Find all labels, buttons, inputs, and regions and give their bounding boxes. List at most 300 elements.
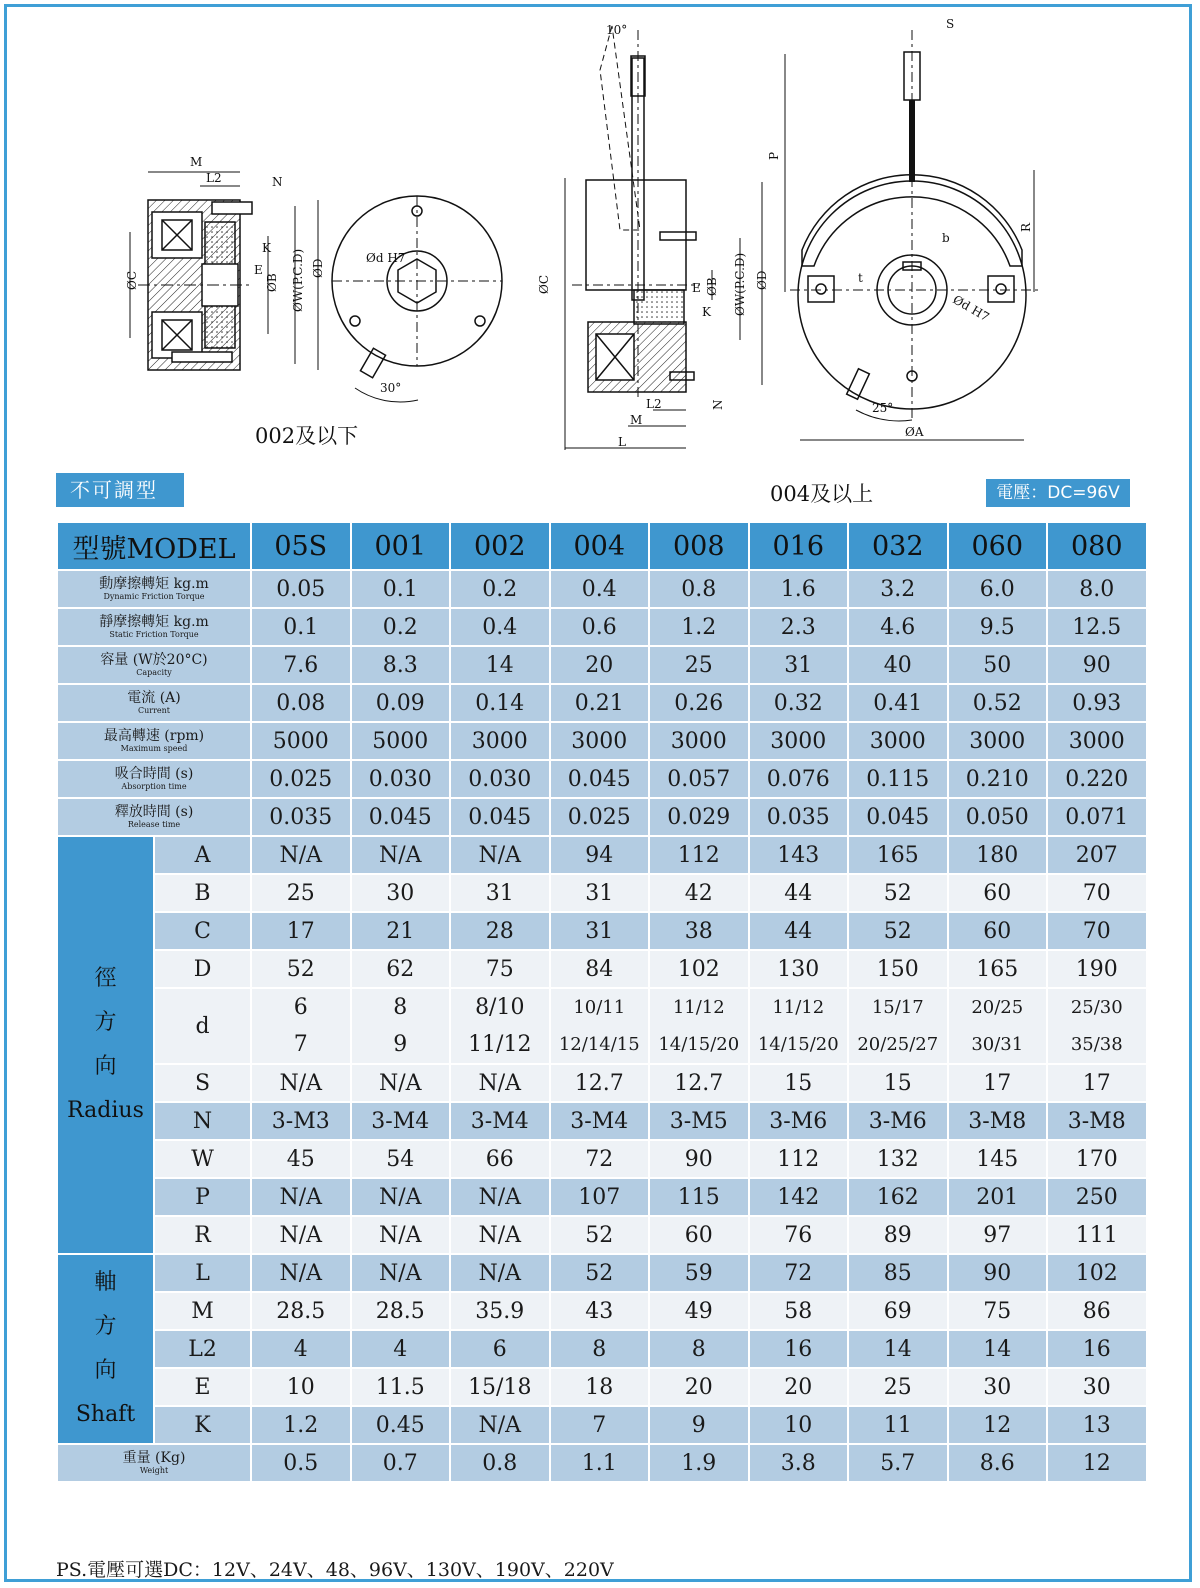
value-cell: N/A	[251, 1064, 351, 1102]
value-cell: 8.0	[1047, 570, 1147, 608]
value-cell: 20	[749, 1368, 849, 1406]
value-cell: 3000	[948, 722, 1048, 760]
value-cell: 50	[948, 646, 1048, 684]
radius-row	[57, 912, 1147, 950]
value-cell: 90	[948, 1254, 1048, 1292]
property-label-zh: 釋放時間 (s)	[114, 804, 194, 820]
value-cell: 0.030	[450, 760, 550, 798]
value-cell: 130	[749, 950, 849, 988]
value-cell: 4	[351, 1330, 451, 1368]
value-cell: 0.1	[251, 608, 351, 646]
value-cell: 28.5	[351, 1292, 451, 1330]
value-cell: 10	[251, 1368, 351, 1406]
dimension-key: E	[154, 1368, 251, 1406]
value-cell: 85	[848, 1254, 948, 1292]
value-cell: 12	[948, 1406, 1048, 1444]
value-cell: N/A	[450, 1254, 550, 1292]
shaft-group-en: Shaft	[75, 1402, 136, 1427]
bore-option-bottom: 9	[393, 1032, 408, 1057]
value-cell: 3-M8	[1047, 1102, 1147, 1140]
svg-text:ØW(P.C.D): ØW(P.C.D)	[733, 252, 747, 316]
value-cell: 44	[749, 874, 849, 912]
value-cell: 3000	[550, 722, 650, 760]
property-row	[57, 646, 1147, 684]
property-label-zh: 動摩擦轉矩 kg.m	[99, 576, 209, 592]
value-cell: 1.6	[749, 570, 849, 608]
value-cell: 25	[251, 874, 351, 912]
value-cell: 30	[948, 1368, 1048, 1406]
svg-text:Ød H7: Ød H7	[366, 251, 406, 265]
value-cell: 0.2	[351, 608, 451, 646]
large-brake-section-view	[565, 26, 762, 450]
value-cell: 9.5	[948, 608, 1048, 646]
value-cell: 12.7	[649, 1064, 749, 1102]
svg-text:L2: L2	[206, 171, 222, 185]
bore-option-bottom: 20/25/27	[857, 1034, 939, 1055]
value-cell: 31	[550, 912, 650, 950]
value-cell: 90	[649, 1140, 749, 1178]
value-cell: 112	[749, 1140, 849, 1178]
value-cell: 7.6	[251, 646, 351, 684]
value-cell: 0.5	[251, 1444, 351, 1482]
value-cell: 31	[450, 874, 550, 912]
value-cell: 30	[351, 874, 451, 912]
value-cell: 59	[649, 1254, 749, 1292]
value-cell: 58	[749, 1292, 849, 1330]
value-cell: 3000	[1047, 722, 1147, 760]
property-label-en: Capacity	[136, 668, 172, 677]
bore-option-bottom: 12/14/15	[558, 1034, 640, 1055]
value-cell: N/A	[251, 1216, 351, 1254]
dimension-key: L2	[154, 1330, 251, 1368]
value-cell: 6	[450, 1330, 550, 1368]
value-cell: 9	[649, 1406, 749, 1444]
radius-group-en: Radius	[67, 1098, 144, 1123]
value-cell: 54	[351, 1140, 451, 1178]
property-label-en: Dynamic Friction Torque	[103, 592, 205, 601]
value-cell: 52	[251, 950, 351, 988]
value-cell: 4	[251, 1330, 351, 1368]
value-cell: 20	[550, 646, 650, 684]
value-cell: 11.5	[351, 1368, 451, 1406]
bore-option-top: 8/10	[475, 995, 525, 1020]
svg-text:t: t	[858, 271, 863, 285]
svg-text:E: E	[254, 263, 263, 277]
value-cell: 0.045	[848, 798, 948, 836]
value-cell: 86	[1047, 1292, 1147, 1330]
value-cell: 12	[1047, 1444, 1147, 1482]
value-cell: 1.2	[649, 608, 749, 646]
value-cell: 44	[749, 912, 849, 950]
property-label-en: Maximum speed	[120, 744, 188, 753]
value-cell: 112	[649, 836, 749, 874]
svg-text:S: S	[946, 17, 955, 31]
model-header: 型號MODEL	[57, 522, 251, 570]
value-cell: 76	[749, 1216, 849, 1254]
value-cell: 1.2	[251, 1406, 351, 1444]
radius-row	[57, 874, 1147, 912]
property-row	[57, 798, 1147, 836]
value-cell: 0.52	[948, 684, 1048, 722]
value-cell: 28	[450, 912, 550, 950]
value-cell: 62	[351, 950, 451, 988]
value-cell: N/A	[351, 1254, 451, 1292]
value-cell: 3-M6	[848, 1102, 948, 1140]
value-cell: 15	[848, 1064, 948, 1102]
value-cell: 11	[848, 1406, 948, 1444]
voltage-tag: 電壓：DC=96V	[986, 479, 1130, 507]
value-cell: 0.057	[649, 760, 749, 798]
bore-option-top: 10/11	[573, 997, 626, 1018]
value-cell: 5000	[351, 722, 451, 760]
shaft-row	[57, 1368, 1147, 1406]
bore-option-bottom: 11/12	[468, 1032, 532, 1057]
value-cell: 3000	[848, 722, 948, 760]
value-cell: 207	[1047, 836, 1147, 874]
bore-options-cell	[649, 988, 749, 1064]
svg-text:b: b	[942, 231, 950, 245]
value-cell: 102	[1047, 1254, 1147, 1292]
footnote: PS.電壓可選DC：12V、24V、48、96V、130V、190V、220V	[56, 1559, 614, 1581]
value-cell: 0.14	[450, 684, 550, 722]
svg-text:M: M	[630, 413, 643, 427]
svg-text:N: N	[711, 399, 725, 410]
value-cell: 72	[749, 1254, 849, 1292]
value-cell: 18	[550, 1368, 650, 1406]
value-cell: 28.5	[251, 1292, 351, 1330]
value-cell: 3-M6	[749, 1102, 849, 1140]
value-cell: N/A	[450, 1406, 550, 1444]
property-label-zh: 容量 (W於20°C)	[100, 652, 208, 668]
dimension-key: A	[154, 836, 251, 874]
large-brake-front-view	[785, 30, 1040, 440]
radius-row	[57, 1140, 1147, 1178]
value-cell: 0.21	[550, 684, 650, 722]
value-cell: 3-M8	[948, 1102, 1048, 1140]
bore-options-cell	[251, 988, 351, 1064]
value-cell: 3000	[450, 722, 550, 760]
value-cell: 3-M4	[550, 1102, 650, 1140]
value-cell: 0.035	[251, 798, 351, 836]
svg-text:ØA: ØA	[905, 425, 924, 439]
property-label-en: Release time	[127, 820, 181, 829]
dimension-key: M	[154, 1292, 251, 1330]
bore-options-cell	[749, 988, 849, 1064]
svg-text:L2: L2	[646, 397, 662, 411]
value-cell: 0.8	[649, 570, 749, 608]
small-brake-section-view	[130, 172, 318, 370]
value-cell: 90	[1047, 646, 1147, 684]
svg-text:K: K	[262, 241, 271, 255]
value-cell: 8.6	[948, 1444, 1048, 1482]
value-cell: 52	[848, 874, 948, 912]
value-cell: 8	[550, 1330, 650, 1368]
bore-option-bottom: 7	[293, 1032, 308, 1057]
model-032: 032	[848, 522, 948, 570]
value-cell: 38	[649, 912, 749, 950]
model-002: 002	[450, 522, 550, 570]
value-cell: 3-M3	[251, 1102, 351, 1140]
property-row	[57, 684, 1147, 722]
value-cell: 0.1	[351, 570, 451, 608]
value-cell: 0.050	[948, 798, 1048, 836]
value-cell: 14	[948, 1330, 1048, 1368]
value-cell: 14	[450, 646, 550, 684]
svg-text:ØD: ØD	[311, 258, 325, 278]
bore-option-bottom: 30/31	[971, 1034, 1024, 1055]
value-cell: 145	[948, 1140, 1048, 1178]
svg-text:ØC: ØC	[537, 274, 551, 294]
property-label-zh: 吸合時間 (s)	[114, 766, 194, 782]
property-label-en: Absorption time	[121, 782, 187, 791]
property-label	[57, 646, 251, 684]
dimension-key: C	[154, 912, 251, 950]
svg-text:M: M	[190, 155, 203, 169]
value-cell: 42	[649, 874, 749, 912]
value-cell: 0.8	[450, 1444, 550, 1482]
value-cell: 30	[1047, 1368, 1147, 1406]
value-cell: 1.9	[649, 1444, 749, 1482]
shaft-row	[57, 1406, 1147, 1444]
shaft-row	[57, 1330, 1147, 1368]
svg-text:Ød H7: Ød H7	[950, 292, 992, 325]
value-cell: 60	[948, 874, 1048, 912]
radius-row	[57, 988, 1147, 1064]
value-cell: 21	[351, 912, 451, 950]
weight-label	[57, 1444, 251, 1482]
property-label	[57, 760, 251, 798]
value-cell: 0.045	[450, 798, 550, 836]
value-cell: 52	[848, 912, 948, 950]
value-cell: 16	[1047, 1330, 1147, 1368]
value-cell: 60	[649, 1216, 749, 1254]
value-cell: 16	[749, 1330, 849, 1368]
value-cell: N/A	[251, 1178, 351, 1216]
value-cell: 170	[1047, 1140, 1147, 1178]
value-cell: 40	[848, 646, 948, 684]
value-cell: 0.4	[450, 608, 550, 646]
value-cell: 25	[649, 646, 749, 684]
radius-row	[57, 1216, 1147, 1254]
bore-option-top: 8	[393, 995, 408, 1020]
value-cell: 107	[550, 1178, 650, 1216]
value-cell: 97	[948, 1216, 1048, 1254]
svg-text:10°: 10°	[606, 23, 628, 37]
value-cell: 180	[948, 836, 1048, 874]
value-cell: 31	[550, 874, 650, 912]
right-caption: 004及以上	[770, 482, 874, 506]
value-cell: 12.7	[550, 1064, 650, 1102]
value-cell: 2.3	[749, 608, 849, 646]
value-cell: 25	[848, 1368, 948, 1406]
bore-option-bottom: 14/15/20	[757, 1034, 839, 1055]
property-row	[57, 722, 1147, 760]
svg-text:K: K	[702, 305, 711, 319]
svg-text:P: P	[767, 151, 781, 160]
svg-text:L: L	[618, 435, 626, 449]
dimension-key: R	[154, 1216, 251, 1254]
value-cell: N/A	[450, 1216, 550, 1254]
value-cell: 150	[848, 950, 948, 988]
technical-drawings	[0, 0, 1200, 470]
model-05S: 05S	[251, 522, 351, 570]
type-tag: 不可調型	[56, 473, 184, 507]
radius-row	[57, 1178, 1147, 1216]
value-cell: 3.8	[749, 1444, 849, 1482]
value-cell: 0.93	[1047, 684, 1147, 722]
model-016: 016	[749, 522, 849, 570]
svg-text:E: E	[692, 281, 701, 295]
bore-option-top: 6	[293, 995, 308, 1020]
value-cell: N/A	[450, 836, 550, 874]
value-cell: N/A	[351, 1216, 451, 1254]
value-cell: 0.045	[351, 798, 451, 836]
value-cell: 0.076	[749, 760, 849, 798]
value-cell: 52	[550, 1216, 650, 1254]
value-cell: 17	[948, 1064, 1048, 1102]
value-cell: 5000	[251, 722, 351, 760]
bore-option-top: 25/30	[1070, 997, 1123, 1018]
value-cell: 15/18	[450, 1368, 550, 1406]
value-cell: 190	[1047, 950, 1147, 988]
shaft-row	[57, 1254, 1147, 1292]
value-cell: 0.210	[948, 760, 1048, 798]
value-cell: 5.7	[848, 1444, 948, 1482]
dimension-key: K	[154, 1406, 251, 1444]
value-cell: 17	[251, 912, 351, 950]
model-060: 060	[948, 522, 1048, 570]
value-cell: N/A	[251, 836, 351, 874]
value-cell: 69	[848, 1292, 948, 1330]
radius-row	[57, 1102, 1147, 1140]
value-cell: N/A	[351, 1178, 451, 1216]
svg-text:ØB: ØB	[265, 273, 279, 292]
svg-text:ØB: ØB	[705, 277, 719, 296]
value-cell: 111	[1047, 1216, 1147, 1254]
value-cell: 3.2	[848, 570, 948, 608]
value-cell: 0.08	[251, 684, 351, 722]
value-cell: 75	[450, 950, 550, 988]
bore-options-cell	[550, 988, 650, 1064]
property-label	[57, 722, 251, 760]
value-cell: 102	[649, 950, 749, 988]
svg-text:ØD: ØD	[755, 270, 769, 290]
shaft-row	[57, 1292, 1147, 1330]
svg-text:N: N	[272, 175, 283, 189]
value-cell: N/A	[351, 1064, 451, 1102]
value-cell: 3000	[749, 722, 849, 760]
value-cell: 3-M5	[649, 1102, 749, 1140]
value-cell: 162	[848, 1178, 948, 1216]
value-cell: 0.071	[1047, 798, 1147, 836]
bore-option-top: 20/25	[971, 997, 1024, 1018]
radius-row	[57, 1064, 1147, 1102]
value-cell: 0.2	[450, 570, 550, 608]
model-008: 008	[649, 522, 749, 570]
dimension-key: d	[154, 988, 251, 1064]
property-label	[57, 570, 251, 608]
value-cell: 89	[848, 1216, 948, 1254]
value-cell: 7	[550, 1406, 650, 1444]
dimension-key: P	[154, 1178, 251, 1216]
value-cell: 17	[1047, 1064, 1147, 1102]
bore-option-top: 11/12	[672, 997, 725, 1018]
dimension-key: S	[154, 1064, 251, 1102]
value-cell: 66	[450, 1140, 550, 1178]
dimension-key: N	[154, 1102, 251, 1140]
property-label-zh: 電流 (A)	[127, 690, 181, 706]
bore-option-top: 11/12	[772, 997, 825, 1018]
value-cell: 0.32	[749, 684, 849, 722]
value-cell: 165	[948, 950, 1048, 988]
value-cell: 0.6	[550, 608, 650, 646]
weight-label-en: Weight	[139, 1466, 169, 1475]
bore-options-cell	[848, 988, 948, 1064]
property-label-zh: 靜摩擦轉矩 kg.m	[99, 614, 209, 630]
value-cell: 84	[550, 950, 650, 988]
value-cell: 10	[749, 1406, 849, 1444]
spec-table	[56, 521, 1148, 1483]
header-row	[57, 522, 1147, 570]
radius-group-zh: 徑 方 向	[94, 966, 117, 1079]
property-row	[57, 760, 1147, 798]
shaft-group-zh: 軸 方 向	[94, 1270, 117, 1383]
value-cell: 8.3	[351, 646, 451, 684]
value-cell: 201	[948, 1178, 1048, 1216]
bore-options-cell	[1047, 988, 1147, 1064]
left-caption: 002及以下	[255, 424, 359, 448]
value-cell: 132	[848, 1140, 948, 1178]
dimension-key: L	[154, 1254, 251, 1292]
value-cell: 3-M4	[351, 1102, 451, 1140]
value-cell: 4.6	[848, 608, 948, 646]
svg-text:ØW(P.C.D): ØW(P.C.D)	[291, 248, 305, 312]
value-cell: 8	[649, 1330, 749, 1368]
svg-text:R: R	[1019, 222, 1033, 232]
value-cell: 0.025	[550, 798, 650, 836]
value-cell: 0.4	[550, 570, 650, 608]
model-001: 001	[351, 522, 451, 570]
value-cell: 70	[1047, 912, 1147, 950]
value-cell: 72	[550, 1140, 650, 1178]
value-cell: 45	[251, 1140, 351, 1178]
value-cell: 43	[550, 1292, 650, 1330]
value-cell: 75	[948, 1292, 1048, 1330]
value-cell: 0.030	[351, 760, 451, 798]
value-cell: 142	[749, 1178, 849, 1216]
dimension-key: D	[154, 950, 251, 988]
property-label-en: Static Friction Torque	[109, 630, 199, 639]
value-cell: 94	[550, 836, 650, 874]
value-cell: 0.045	[550, 760, 650, 798]
value-cell: 3000	[649, 722, 749, 760]
small-brake-front-view	[332, 196, 502, 402]
shaft-group-label	[57, 1254, 154, 1444]
bore-option-bottom: 14/15/20	[658, 1034, 740, 1055]
value-cell: 250	[1047, 1178, 1147, 1216]
value-cell: 31	[749, 646, 849, 684]
weight-label-zh: 重量 (Kg)	[122, 1450, 186, 1466]
bore-options-cell	[450, 988, 550, 1064]
value-cell: N/A	[351, 836, 451, 874]
value-cell: 49	[649, 1292, 749, 1330]
property-label	[57, 798, 251, 836]
value-cell: 1.1	[550, 1444, 650, 1482]
value-cell: 15	[749, 1064, 849, 1102]
value-cell: 12.5	[1047, 608, 1147, 646]
value-cell: 20	[649, 1368, 749, 1406]
value-cell: 52	[550, 1254, 650, 1292]
